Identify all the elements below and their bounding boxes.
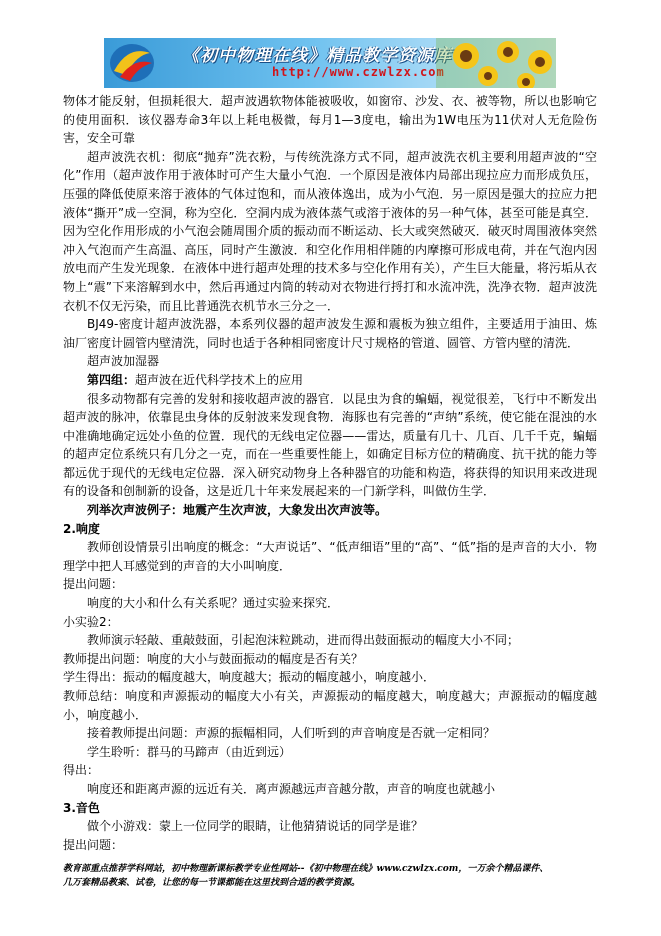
paragraph xyxy=(63,538,597,575)
paragraph-text: 教师演示轻敲、重敲鼓面，引起泡沫粒跳动，进而得出鼓面振动的幅度大小不同； xyxy=(87,633,520,648)
paragraph xyxy=(63,687,597,724)
paragraph xyxy=(63,315,597,352)
paragraph xyxy=(63,817,597,836)
paragraph xyxy=(63,631,597,650)
paragraph-text: 教师提出问题：响度的大小与鼓面振动的幅度是否有关？ xyxy=(63,651,364,666)
paragraph-text: 超声波洗衣机：彻底“抛弃”洗衣粉，与传统洗涤方式不同，超声波洗衣机主要利用超声波的“空化”作用（超声波作用于液体时可产生大量小气泡．一个原因是液体内局部出现拉应力而形成负压，压强的降低使原来溶于液体的气体过饱和，而从液体逸出，成为小气泡．另一原因是强大的拉应力把液体“撕开”成一空洞，称为空化．空洞内成为液体蒸气或溶于液体的另一种气体，甚至可能是真空．因为空化作用形成的小气泡会随周围介质的振动而不断运动、长大或突然破灭．破灭时周围液体突然冲入气泡而产生高温、高压，同时产生激波．和空化作用相伴随的内摩擦可形成电荷，并在气泡内因放电而产生发光现象．在液体中进行超声处理的技术多与空化作用有关），产生巨大能量，将污垢从衣物上“震”下来溶解到水中，然后再通过内筒的转动对衣物进行捋打和水流冲洗，洗净衣物．超声波洗衣机不仅无污染，而且比普通洗衣机节水三分之一． xyxy=(63,149,598,313)
header-title: 《初中物理在线》精品教学资源库 xyxy=(182,46,452,66)
paragraph-text: 得出： xyxy=(63,763,100,778)
paragraph xyxy=(63,390,597,502)
paragraph xyxy=(63,668,597,687)
paragraph xyxy=(63,594,597,613)
paragraph-text: 响度的大小和什么有关系呢？通过实验来探究． xyxy=(87,596,340,611)
paragraph xyxy=(63,743,597,762)
paragraph-text: 做个小游戏：蒙上一位同学的眼睛，让他猜猜说话的同学是谁？ xyxy=(87,819,424,834)
paragraph-text: 学生得出：振动的幅度越大，响度越大；振动的幅度越小，响度越小． xyxy=(63,670,436,685)
paragraph xyxy=(63,520,597,539)
paragraph-text: 教师创设情景引出响度的概念：“大声说话”、“低声细语”里的“高”、“低”指的是声音的大小．物理学中把人耳感觉到的声音的大小叫响度． xyxy=(63,540,597,573)
paragraph xyxy=(63,836,597,855)
paragraph xyxy=(63,148,597,315)
sunflower-icon xyxy=(436,38,556,88)
paragraph-text: 超声波在近代科学技术上的应用 xyxy=(135,372,304,387)
paragraph xyxy=(63,613,597,632)
footer-line-2: 几万套精品教案、试卷，让您的每一节课都能在这里找到合适的教学资源。 xyxy=(63,878,361,888)
paragraph xyxy=(63,761,597,780)
section-label: 第四组： xyxy=(87,372,136,387)
paragraph xyxy=(63,724,597,743)
paragraph xyxy=(63,780,597,799)
paragraph-text: 小实验2： xyxy=(63,614,119,629)
paragraph-text: 提出问题： xyxy=(63,577,124,592)
paragraph xyxy=(63,352,597,371)
paragraph-text: 学生聆听：群马的马蹄声（由近到远） xyxy=(87,744,292,759)
paragraph-text: 3.音色 xyxy=(63,800,100,815)
paragraph-text: BJ49-密度计超声波洗器，本系列仪器的超声波发生源和震板为独立组件，主要适用于油田、炼油厂密度计圆管内壁清洗，同时也适于各种相同密度计尺寸规格的管道、圆管、方管内壁的清洗． xyxy=(63,317,597,350)
header-banner xyxy=(104,38,556,88)
paragraph-text: 教师总结：响度和声源振动的幅度大小有关，声源振动的幅度越大，响度越大；声源振动的幅度越小，响度越小． xyxy=(63,689,597,722)
paragraph-text: 响度还和距离声源的远近有关．离声源越远声音越分散，声音的响度也就越小 xyxy=(87,781,496,796)
paragraph xyxy=(63,575,597,594)
paragraph-text: 超声波加湿器 xyxy=(87,354,160,369)
paragraph xyxy=(63,501,597,520)
paragraph-text: 提出问题： xyxy=(63,837,124,852)
paragraph xyxy=(63,92,597,148)
paragraph xyxy=(63,799,597,818)
paragraph-text: 接着教师提出问题：声源的振幅相同，人们听到的声音响度是否就一定相同？ xyxy=(87,726,496,741)
paragraph-text: 很多动物都有完善的发射和接收超声波的器官．以昆虫为食的蝙蝠，视觉很差，飞行中不断发出超声波的脉冲，依靠昆虫身体的反射波来发现食物．海豚也有完善的“声纳”系统，使它能在混浊的水中准确地确定远处小鱼的位置．现代的无线电定位器——雷达，质量有几十、几百、几千千克，蝙蝠的超声定位系统只有几分之一克，而在一些重要性能上，如确定目标方位的精确度、抗干扰的能力等都远优于现代的无线电定位器．深入研究动物身上各种器官的功能和构造，将获得的知识用来改进现有的设备和创制新的设备，这是近几十年来发展起来的一门新学科，叫做仿生学． xyxy=(63,391,597,499)
footer-line-1: 教育部重点推荐学科网站，初中物理新课标教学专业性网站--《初中物理在线》www.czwlzx.com，一万余个精品课件、 xyxy=(63,864,549,874)
document-body xyxy=(63,92,597,854)
site-logo-icon xyxy=(108,41,156,85)
header-url[interactable]: http://www.czwlzx.com xyxy=(272,65,445,79)
paragraph-text: 列举次声波例子：地震产生次声波，大象发出次声波等。 xyxy=(87,503,388,518)
page-footer xyxy=(63,862,603,890)
paragraph xyxy=(63,650,597,669)
paragraph-text: 2.响度 xyxy=(63,521,100,536)
paragraph xyxy=(63,371,597,390)
paragraph-text: 物体才能反射，但损耗很大．超声波遇软物体能被吸收，如窗帘、沙发、衣、被等物，所以也影响它的使用面积．该仪器寿命3年以上耗电极微，每月1—3度电，输出为1W电压为11伏对人无危险伤害，安全可靠 xyxy=(63,94,597,146)
